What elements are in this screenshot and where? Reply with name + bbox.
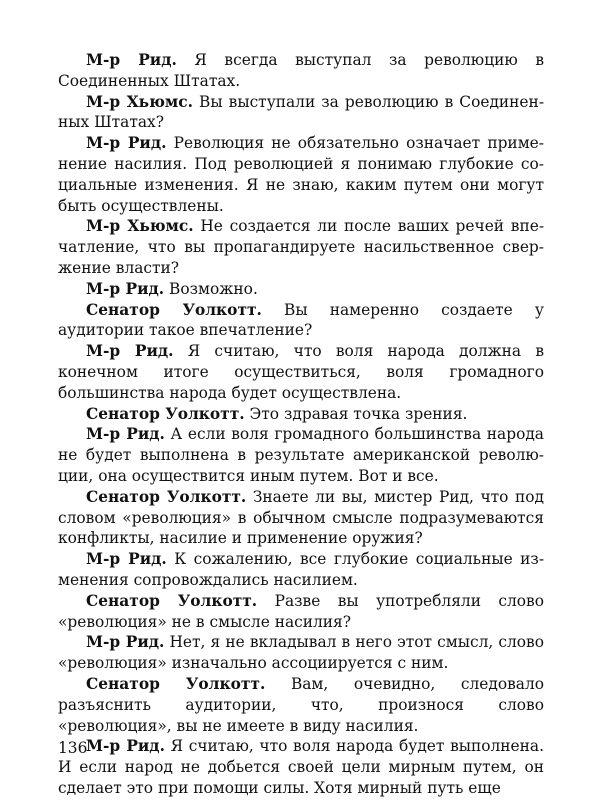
speaker-name: М-р Рид. [86,550,167,569]
speaker-name: Сенатор Уолкотт. [86,487,247,506]
dialogue-paragraph [58,424,544,486]
speech-text: А если воля громадного большинства народа не будет выполнена в результате американской революции, она осуществится иным путем. Вот и все. [58,425,544,485]
speech-text: Вам, очевидно, следовало разъяснить аудитории, что, произнося слово «революция», вы не имеете в виду насилия. [58,674,544,735]
dialogue-paragraph [58,487,544,549]
speaker-name: М-р Рид. [86,279,165,298]
speech-text: Возможно. [164,279,258,298]
dialogue-paragraph [58,50,544,92]
speaker-name: Сенатор Уолкотт. [86,300,262,319]
dialogue-paragraph [58,404,544,425]
speech-text: Разве вы употребляли слово «революция» не в смысле насилия? [58,591,544,631]
speech-text: Вы намеренно создаете у аудитории такое впечатление? [58,300,544,340]
dialogue-paragraph [58,591,544,633]
speech-text: Вы выступали за революцию в Соединенных Штатах? [58,92,545,132]
speaker-name: М-р Хьюмс. [86,217,194,236]
page-number: 136 [58,739,88,757]
dialogue-paragraph [58,279,544,300]
speech-text: Нет, я не вкладывал в него этот смысл, слово «революция» изначально ассоциируется с ним. [58,633,544,673]
speech-text: Я считаю, что воля народа должна в конечном итоге осуществиться, воля громадного большинства народа будет осуществлена. [58,342,544,402]
dialogue-paragraph [58,549,544,591]
speaker-name: М-р Рид. [86,342,174,361]
dialogue-paragraph [58,133,544,216]
dialogue-paragraph [58,216,544,278]
speaker-name: Сенатор Уолкотт. [86,404,245,423]
speaker-name: Сенатор Уолкотт. [86,674,266,693]
speaker-name: М-р Рид. [86,134,167,153]
speaker-name: Сенатор Уолкотт. [86,591,258,610]
dialogue-paragraph [58,632,544,674]
speech-text: Не создается ли после ваших речей впечатление, что вы пропагандируете насильственное свержение власти? [58,217,545,277]
speaker-name: М-р Рид. [86,425,165,444]
speaker-name: М-р Рид. [86,737,165,756]
dialogue-paragraph [58,736,544,798]
page-body [58,50,544,799]
speech-text: Это здравая точка зрения. [244,404,468,423]
dialogue-paragraph [58,92,544,134]
speaker-name: М-р Хьюмс. [86,92,193,111]
dialogue-paragraph [58,674,544,736]
speech-text: К сожалению, все глубокие социальные изменения сопровождались насилием. [58,550,545,589]
speaker-name: М-р Рид. [86,633,165,652]
speech-text: Я считаю, что воля народа будет выполнена. И если народ не добьется своей цели мирным путем, он сделает это при помощи силы. Хотя мирный путь еще [58,737,544,797]
speech-text: Революция не обязательно означает применение насилия. Под революцией я понимаю глубокие социальные изменения. Я не знаю, каким путем они могут быть осуществлены. [58,134,544,215]
speaker-name: М-р Рид. [86,51,177,69]
dialogue-paragraph [58,300,544,342]
speech-text: Знаете ли вы, мистер Рид, что под словом «революция» в обычном смысле подразумеваются конфликты, насилие и применение оружия? [58,487,544,548]
speech-text: Я всегда выступал за революцию в Соединенных Штатах. [58,51,545,90]
dialogue-paragraph [58,341,544,403]
